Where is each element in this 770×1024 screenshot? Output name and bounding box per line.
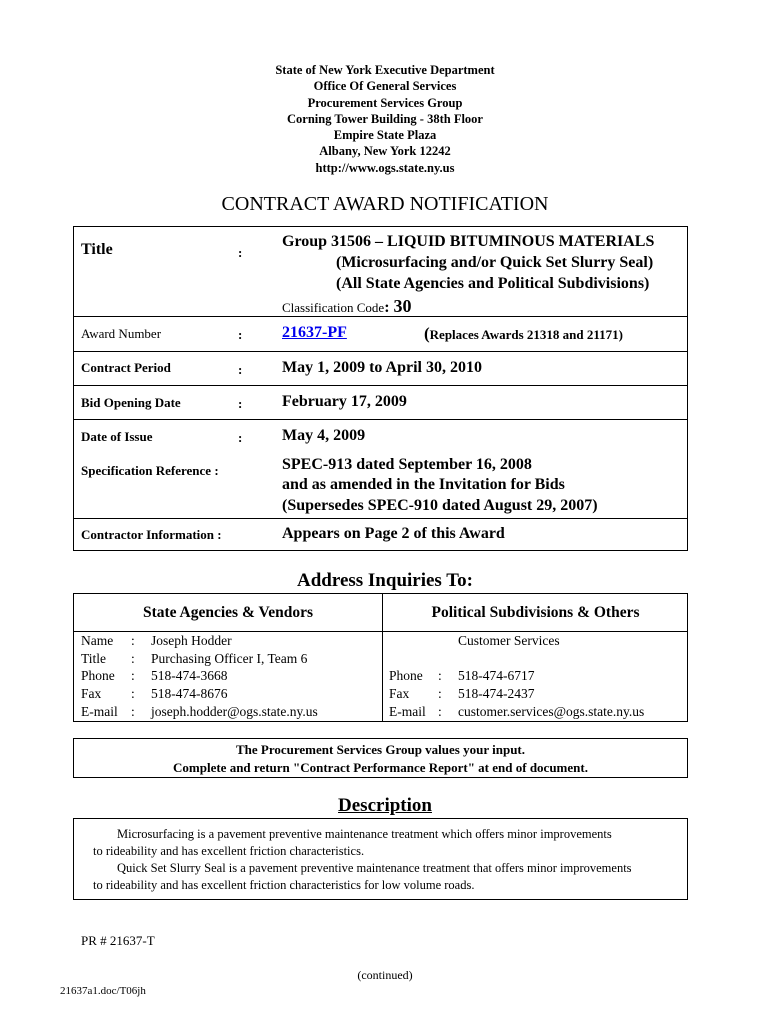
colon: :: [384, 299, 390, 316]
classification-value: 30: [393, 296, 412, 316]
contact-sep: :: [131, 686, 135, 701]
customer-services-name: Customer Services: [458, 633, 560, 648]
agency-header: [0, 62, 770, 176]
description-para: Microsurfacing is a pavement preventive maintenance treatment which offers minor improvements: [117, 827, 612, 841]
contact-sep: :: [438, 668, 442, 683]
contractor-label-text: Contractor Information: [81, 527, 214, 542]
feedback-notice: [73, 738, 688, 778]
bid-opening-date: February 17, 2009: [282, 393, 407, 410]
customer-services-email: customer.services@ogs.state.ny.us: [458, 704, 645, 719]
contact-sep: :: [131, 668, 135, 683]
notice-line: The Procurement Services Group values your input.: [235, 742, 525, 757]
description-para: to rideability and has excellent friction characteristics for low volume roads.: [93, 878, 475, 892]
document-reference: 21637a1.doc/T06jh: [60, 985, 146, 997]
spec-supersedes: (Supersedes SPEC-910 dated August 29, 2007): [282, 497, 598, 514]
contact-sep: :: [438, 704, 442, 719]
award-number-link[interactable]: 21637-PF: [282, 324, 347, 341]
contact-sep: :: [131, 704, 135, 719]
header-line: Procurement Services Group: [307, 95, 463, 110]
replaces-awards: [424, 324, 623, 344]
customer-services-fax: 518-474-2437: [458, 686, 535, 701]
group-title: Group 31506 – LIQUID BITUMINOUS MATERIALS: [282, 233, 655, 250]
contractor-info-label: [81, 527, 222, 543]
contact-email: joseph.hodder@ogs.state.ny.us: [151, 704, 318, 719]
classification-label: Classification Code: [282, 300, 385, 315]
colon: :: [238, 362, 243, 377]
header-line: Albany, New York 12242: [319, 144, 451, 159]
colon: :: [217, 527, 222, 542]
customer-services-phone: 518-474-6717: [458, 668, 535, 683]
description-para: to rideability and has excellent friction characteristics.: [93, 844, 365, 858]
contract-period: May 1, 2009 to April 30, 2010: [282, 359, 482, 376]
contact-sep: :: [131, 633, 135, 648]
contact-label: E-mail: [81, 704, 118, 719]
divider: [74, 351, 687, 352]
contact-name: Joseph Hodder: [151, 633, 232, 648]
divider: [74, 518, 687, 519]
contact-label: Title: [81, 651, 107, 666]
contractor-info: Appears on Page 2 of this Award: [282, 525, 505, 542]
contact-fax: 518-474-8676: [151, 686, 228, 701]
header-line: Corning Tower Building - 38th Floor: [287, 111, 483, 126]
contact-phone: 518-474-3668: [151, 668, 228, 683]
spec-reference-label: [81, 463, 219, 479]
group-scope: (All State Agencies and Political Subdivisions): [336, 275, 650, 292]
contact-label: Fax: [389, 686, 410, 701]
contact-label: Phone: [81, 668, 115, 683]
date-of-issue: May 4, 2009: [282, 427, 366, 444]
header-url: http://www.ogs.state.ny.us: [315, 160, 455, 175]
award-info-table: [73, 226, 688, 551]
colon: :: [238, 396, 243, 411]
description-heading-text: Description: [338, 795, 432, 816]
contact-label: Fax: [81, 686, 102, 701]
contact-label: Phone: [389, 668, 423, 683]
header-line: Empire State Plaza: [333, 128, 437, 143]
replaces-text: Replaces Awards 21318 and 21171): [429, 327, 623, 342]
pr-number: PR # 21637-T: [81, 933, 155, 948]
colon: :: [214, 463, 219, 478]
spec-amendment: and as amended in the Invitation for Bids: [282, 476, 565, 493]
contact-label: Name: [81, 633, 114, 648]
description-box: [73, 818, 688, 900]
contract-period-label: Contract Period: [81, 360, 171, 375]
divider: [74, 631, 687, 632]
contact-sep: :: [438, 686, 442, 701]
colon: :: [238, 245, 243, 260]
spec-label-text: Specification Reference: [81, 463, 212, 478]
description-para: Quick Set Slurry Seal is a pavement preventive maintenance treatment that offers minor improvements: [117, 861, 632, 875]
contact-title: Purchasing Officer I, Team 6: [151, 651, 308, 666]
header-line: State of New York Executive Department: [275, 63, 495, 77]
page-title: CONTRACT AWARD NOTIFICATION: [221, 193, 549, 215]
classification-code: [282, 296, 412, 317]
paren: (: [424, 324, 430, 343]
colon: :: [238, 430, 243, 445]
state-agencies-header: State Agencies & Vendors: [142, 604, 314, 621]
notice-line: Complete and return "Contract Performance Report" at end of document.: [173, 760, 588, 775]
colon: :: [238, 327, 243, 342]
spec-reference: SPEC-913 dated September 16, 2008: [282, 456, 532, 473]
continued-note: (continued): [357, 968, 413, 982]
group-subtitle: (Microsurfacing and/or Quick Set Slurry Seal): [336, 254, 654, 271]
header-line: Office Of General Services: [313, 79, 457, 94]
title-label: Title: [81, 241, 113, 258]
contact-label: E-mail: [389, 704, 426, 719]
divider: [74, 419, 687, 420]
divider: [74, 385, 687, 386]
award-number-label: Award Number: [81, 326, 162, 341]
political-subdivisions-header: Political Subdivisions & Others: [431, 604, 640, 621]
description-heading: [0, 795, 770, 817]
inquiries-heading: Address Inquiries To:: [297, 570, 473, 591]
date-of-issue-label: Date of Issue: [81, 429, 153, 444]
bid-opening-label: Bid Opening Date: [81, 395, 181, 410]
contact-sep: :: [131, 651, 135, 666]
inquiries-table: [73, 593, 688, 722]
